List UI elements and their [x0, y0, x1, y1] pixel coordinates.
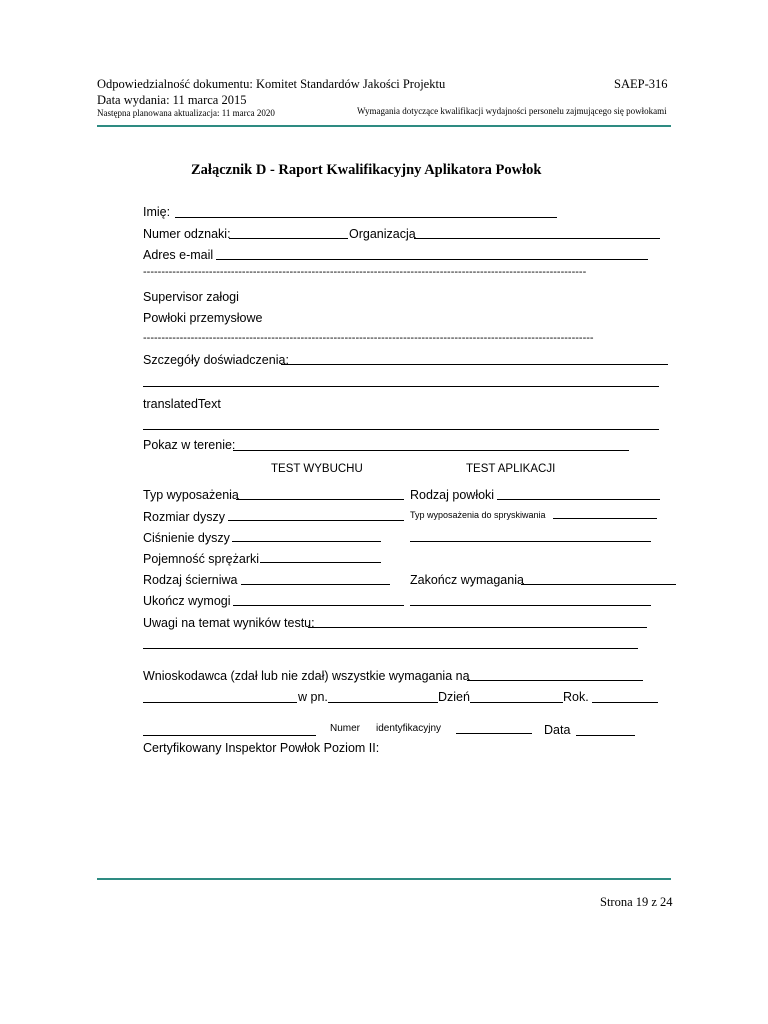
- finish-requirements-label: Zakończ wymagania: [410, 573, 524, 587]
- day-label: Dzień: [438, 690, 470, 704]
- experience-label: Szczegóły doświadczenia:: [143, 353, 289, 367]
- translated-text: translatedText: [143, 397, 221, 411]
- date-field[interactable]: [576, 735, 635, 736]
- industrial-coatings-label: Powłoki przemysłowe: [143, 311, 263, 325]
- name-label: Imię:: [143, 205, 171, 219]
- email-field[interactable]: [216, 259, 648, 260]
- nozzle-pressure-field[interactable]: [232, 541, 381, 542]
- nozzle-pressure-label: Ciśnienie dyszy: [143, 531, 230, 545]
- remarks-field[interactable]: [308, 627, 647, 628]
- finish-requirements-field[interactable]: [521, 584, 676, 585]
- abrasive-type-label: Rodzaj ścierniwa: [143, 573, 238, 587]
- document-subject: Wymagania dotyczące kwalifikacji wydajności personelu zajmującego się powłokami: [357, 106, 667, 116]
- coating-type-label: Rodzaj powłoki: [410, 488, 495, 502]
- id-label: identyfikacyjny: [376, 723, 442, 734]
- applicant-name-field[interactable]: [143, 702, 297, 703]
- separator-1: -------------------------------------------------------------------------------------------------------------------------: [143, 266, 587, 278]
- header-rule: [97, 125, 671, 127]
- experience-field[interactable]: [281, 364, 668, 365]
- footer-rule: [97, 878, 671, 880]
- spray-equipment-label: Typ wyposażenia do spryskiwania: [410, 510, 546, 520]
- remarks-field-line-2[interactable]: [143, 648, 638, 649]
- page-title: Załącznik D - Raport Kwalifikacyjny Aplikatora Powłok: [191, 162, 542, 178]
- badge-field[interactable]: [229, 238, 348, 239]
- coating-type-field[interactable]: [497, 499, 660, 500]
- translated-field-line[interactable]: [143, 429, 659, 430]
- complete-requirements-field[interactable]: [233, 605, 404, 606]
- compressor-field[interactable]: [260, 562, 381, 563]
- applicant-statement: Wnioskodawca (zdał lub nie zdał) wszystkie wymagania na: [143, 669, 470, 683]
- id-number-field[interactable]: [456, 733, 532, 734]
- day-field[interactable]: [470, 702, 563, 703]
- equipment-type-field[interactable]: [236, 499, 404, 500]
- weekday-label: w pn.: [298, 690, 328, 704]
- complete-requirements-label: Ukończ wymogi: [143, 594, 231, 608]
- inspector-label: Certyfikowany Inspektor Powłok Poziom II:: [143, 741, 380, 755]
- id-number-label: Numer: [330, 723, 361, 734]
- separator-2: ---------------------------------------------------------------------------------------------------------------------------: [143, 332, 594, 344]
- weekday-field[interactable]: [328, 702, 438, 703]
- organization-label: Organizacja: [349, 227, 416, 241]
- page-number: Strona 19 z 24: [600, 895, 673, 909]
- compressor-label: Pojemność sprężarki: [143, 552, 260, 566]
- signature-field[interactable]: [143, 735, 316, 736]
- applicant-requirements-field[interactable]: [467, 680, 643, 681]
- remarks-label: Uwagi na temat wyników testu:: [143, 616, 315, 630]
- spray-equipment-field[interactable]: [553, 518, 657, 519]
- application-blank-field[interactable]: [410, 541, 651, 542]
- year-label: Rok.: [563, 690, 589, 704]
- year-field[interactable]: [592, 702, 658, 703]
- field-demo-label: Pokaz w terenie:: [143, 438, 236, 452]
- nozzle-size-field[interactable]: [228, 520, 404, 521]
- experience-field-line-2[interactable]: [143, 386, 659, 387]
- supervisor-label: Supervisor załogi: [143, 290, 239, 304]
- issue-date: Data wydania: 11 marca 2015: [97, 93, 247, 107]
- document-responsibility: Odpowiedzialność dokumentu: Komitet Standardów Jakości Projektu: [97, 77, 446, 91]
- abrasive-type-field[interactable]: [241, 584, 390, 585]
- nozzle-size-label: Rozmiar dyszy: [143, 510, 225, 524]
- next-update: Następna planowana aktualizacja: 11 marca 2020: [97, 108, 275, 118]
- field-demo-field[interactable]: [233, 450, 629, 451]
- document-code: SAEP-316: [614, 77, 668, 91]
- complete-requirements-field-2[interactable]: [410, 605, 651, 606]
- application-test-heading: TEST APLIKACJI: [466, 463, 556, 475]
- email-label: Adres e-mail: [143, 248, 214, 262]
- equipment-type-label: Typ wyposażenia: [143, 488, 239, 502]
- organization-field[interactable]: [414, 238, 660, 239]
- date-label: Data: [544, 723, 571, 737]
- blast-test-heading: TEST WYBUCHU: [271, 463, 363, 475]
- name-field[interactable]: [175, 217, 557, 218]
- badge-label: Numer odznaki:: [143, 227, 231, 241]
